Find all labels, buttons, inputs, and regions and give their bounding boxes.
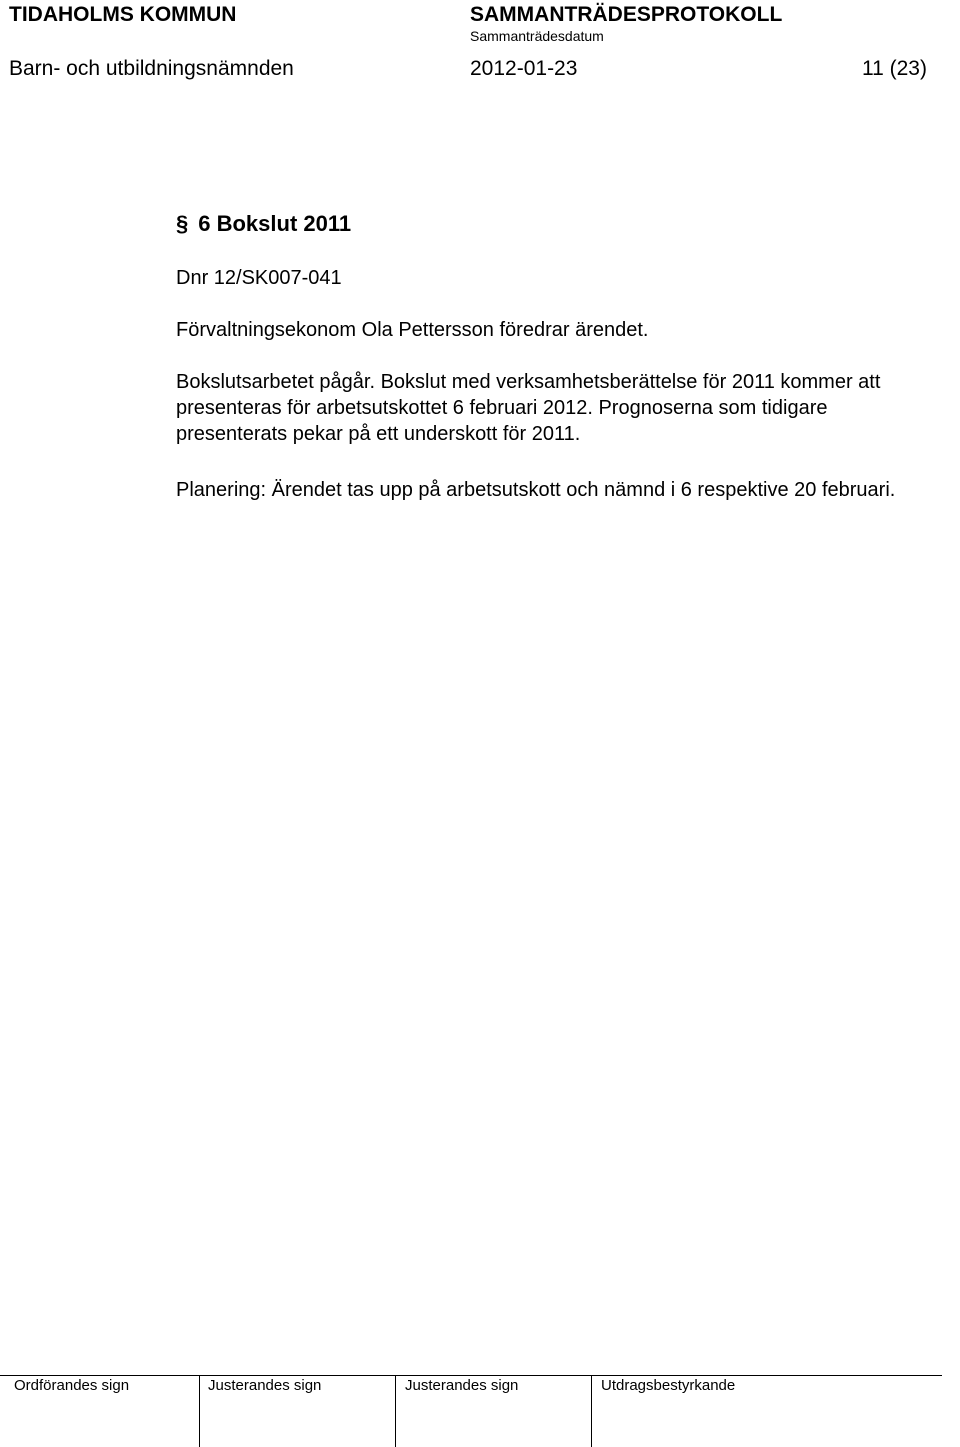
date-label: Sammanträdesdatum: [470, 28, 604, 44]
signature-divider: [591, 1375, 592, 1447]
page-number: 11 (23): [862, 57, 927, 80]
paragraph-text: Planering: Ärendet tas upp på arbetsutskott och nämnd i 6 respektive 20 februari.: [176, 479, 896, 501]
signature-divider: [199, 1375, 200, 1447]
paragraph-text: Bokslutsarbetet pågår. Bokslut med verksamhetsberättelse för 2011 kommer att presenteras för arbetsutskottet 6 februari 2012. Prognoserna som tidigare presenterats pekar på ett underskott för 2011.: [176, 371, 881, 445]
document-type: SAMMANTRÄDESPROTOKOLL: [470, 3, 783, 26]
body-paragraph: [176, 369, 936, 447]
presenter-text: Förvaltningsekonom Ola Pettersson föredrar ärendet.: [176, 319, 649, 341]
planning-paragraph: [176, 477, 936, 503]
signature-adjuster-label: Justerandes sign: [405, 1377, 519, 1394]
signature-divider: [395, 1375, 396, 1447]
signature-chair-label: Ordförandes sign: [14, 1377, 130, 1394]
board-name: Barn- och utbildningsnämnden: [9, 57, 294, 80]
section-heading: [176, 211, 351, 237]
signature-certification-label: Utdragsbestyrkande: [601, 1377, 736, 1394]
dnr-number: Dnr 12/SK007-041: [176, 267, 342, 289]
signature-top-line: [0, 1375, 942, 1376]
paragraph-symbol: §: [176, 211, 189, 236]
organization-name: TIDAHOLMS KOMMUN: [9, 3, 237, 26]
section-title: 6 Bokslut 2011: [198, 211, 352, 236]
meeting-date: 2012-01-23: [470, 57, 578, 80]
signature-adjuster-label: Justerandes sign: [208, 1377, 322, 1394]
